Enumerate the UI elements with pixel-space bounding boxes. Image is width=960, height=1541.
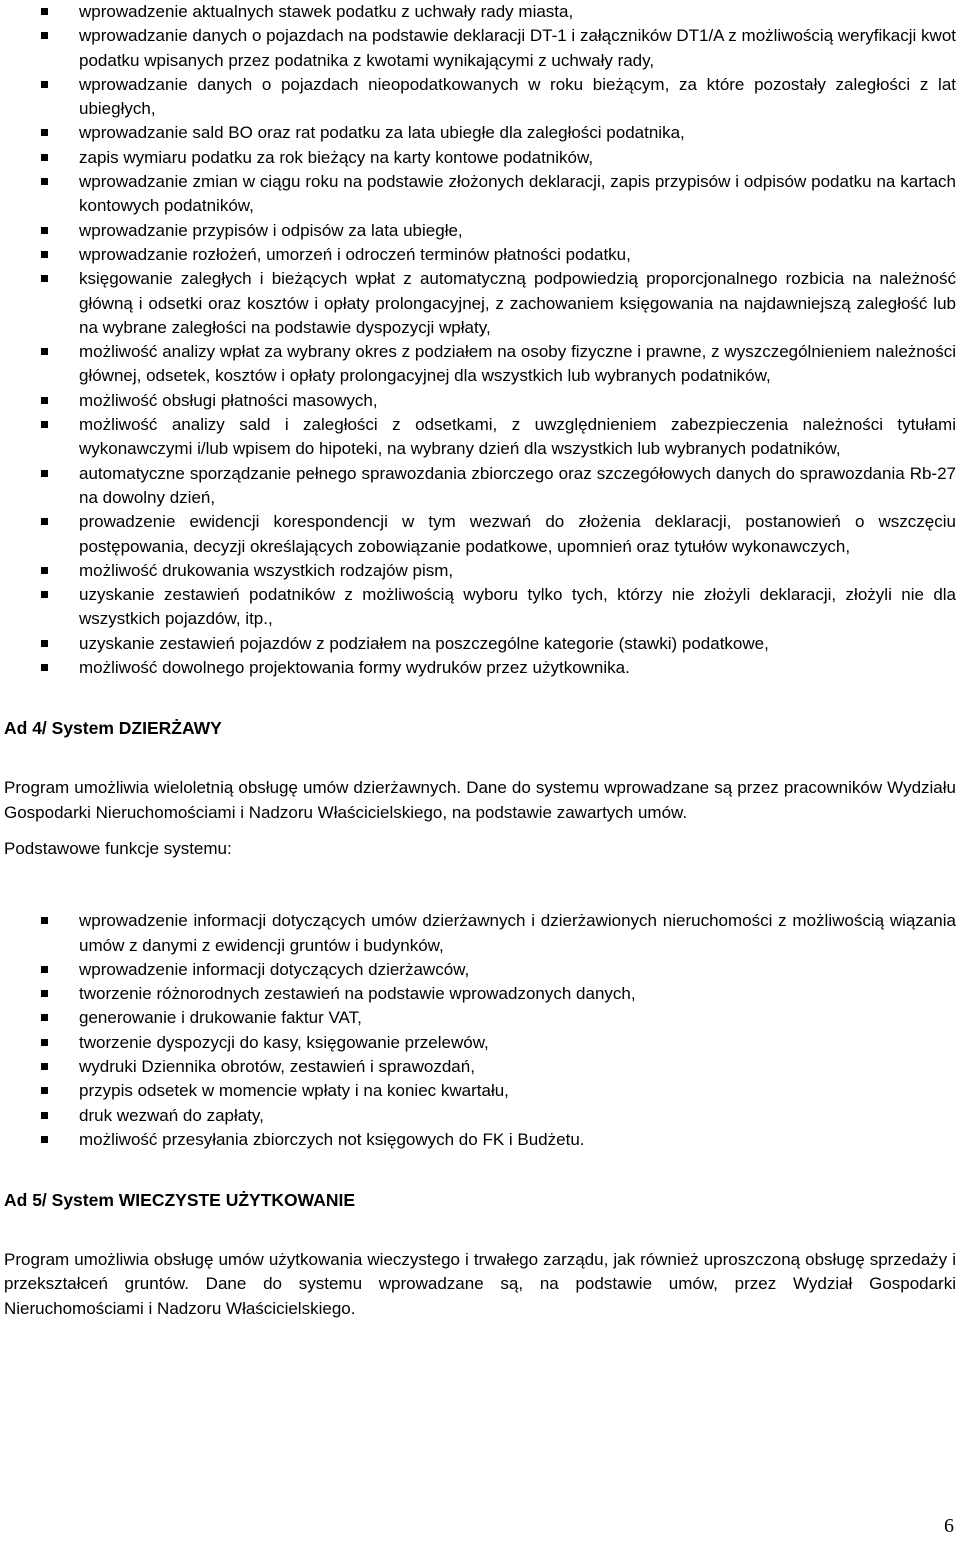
list-item: druk wezwań do zapłaty, (4, 1104, 956, 1128)
square-bullet-icon (41, 1112, 48, 1119)
square-bullet-icon (41, 990, 48, 997)
list-item: możliwość obsługi płatności masowych, (4, 389, 956, 413)
list-item: wprowadzenie aktualnych stawek podatku z uchwały rady miasta, (4, 0, 956, 24)
square-bullet-icon (41, 470, 48, 477)
list-item: wprowadzanie sald BO oraz rat podatku za lata ubiegłe dla zaległości podatnika, (4, 121, 956, 145)
square-bullet-icon (41, 640, 48, 647)
square-bullet-icon (41, 664, 48, 671)
list-item: księgowanie zaległych i bieżących wpłat z automatyczną podpowiedzią proporcjonalnego rozbicia na należność główną i odsetki oraz kosztów i opłaty prolongacyjnej, z zachowaniem księgowania na najdawniejszą zaległość lub na wybrane zaległości na podstawie dyspozycji wpłaty, (4, 267, 956, 340)
square-bullet-icon (41, 1136, 48, 1143)
list-item: możliwość analizy sald i zaległości z odsetkami, z uwzględnieniem zabezpieczenia należności tytułami wykonawczymi i/lub wpisem do hipoteki, na wybrany dzień dla wszystkich lub wybranych podatników, (4, 413, 956, 462)
square-bullet-icon (41, 397, 48, 404)
list-item: tworzenie różnorodnych zestawień na podstawie wprowadzonych danych, (4, 982, 956, 1006)
section-4-intro: Program umożliwia wieloletnią obsługę umów dzierżawnych. Dane do systemu wprowadzane są przez pracowników Wydziału Gospodarki Nieruchomościami i Nadzoru Właścicielskiego, na podstawie zawartych umów. (4, 778, 956, 822)
square-bullet-icon (41, 421, 48, 428)
square-bullet-icon (41, 8, 48, 15)
section-4-heading: Ad 4/ System DZIERŻAWY (4, 718, 222, 739)
page-number: 6 (944, 1515, 954, 1537)
list-item: generowanie i drukowanie faktur VAT, (4, 1006, 956, 1030)
list-item: możliwość dowolnego projektowania formy wydruków przez użytkownika. (4, 656, 956, 680)
square-bullet-icon (41, 227, 48, 234)
square-bullet-icon (41, 518, 48, 525)
list-item: wydruki Dziennika obrotów, zestawień i sprawozdań, (4, 1055, 956, 1079)
square-bullet-icon (41, 917, 48, 924)
square-bullet-icon (41, 591, 48, 598)
list-item: wprowadzanie rozłożeń, umorzeń i odroczeń terminów płatności podatku, (4, 243, 956, 267)
list-item: możliwość przesyłania zbiorczych not księgowych do FK i Budżetu. (4, 1128, 956, 1152)
list-item: możliwość analizy wpłat za wybrany okres z podziałem na osoby fizyczne i prawne, z wyszczególnieniem należności głównej, odsetek, kosztów i opłaty prolongacyjnej dla wszystkich lub wybranych podatników, (4, 340, 956, 389)
list-item: uzyskanie zestawień pojazdów z podziałem na poszczególne kategorie (stawki) podatkowe, (4, 632, 956, 656)
document-page (4, 0, 956, 1321)
list-item: tworzenie dyspozycji do kasy, księgowanie przelewów, (4, 1031, 956, 1055)
square-bullet-icon (41, 129, 48, 136)
square-bullet-icon (41, 81, 48, 88)
list-item: wprowadzenie informacji dotyczących umów dzierżawnych i dzierżawionych nieruchomości z możliwością wiązania umów z danymi z ewidencji gruntów i budynków, (4, 909, 956, 958)
square-bullet-icon (41, 32, 48, 39)
list-item: wprowadzanie przypisów i odpisów za lata ubiegłe, (4, 219, 956, 243)
list-item: prowadzenie ewidencji korespondencji w tym wezwań do złożenia deklaracji, postanowień o wszczęciu postępowania, decyzji określających zobowiązanie podatkowe, upomnień oraz tytułów wykonawczych, (4, 510, 956, 559)
list-item: wprowadzanie zmian w ciągu roku na podstawie złożonych deklaracji, zapis przypisów i odpisów podatku na kartach kontowych podatników, (4, 170, 956, 219)
list-item: możliwość drukowania wszystkich rodzajów pism, (4, 559, 956, 583)
section-5-intro: Program umożliwia obsługę umów użytkowania wieczystego i trwałego zarządu, jak również uproszczoną obsługę sprzedaży i przekształceń gruntów. Dane do systemu wprowadzane są, na podstawie umów, przez Wydział Gospodarki Nieruchomościami i Nadzoru Właścicielskiego. (4, 1250, 956, 1318)
section-4-functions-label: Podstawowe funkcje systemu: (4, 838, 232, 858)
square-bullet-icon (41, 567, 48, 574)
square-bullet-icon (41, 154, 48, 161)
list-item: zapis wymiaru podatku za rok bieżący na karty kontowe podatników, (4, 146, 956, 170)
tax-functions-list (4, 0, 956, 680)
list-item: automatyczne sporządzanie pełnego sprawozdania zbiorczego oraz szczegółowych danych do sprawozdania Rb-27 na dowolny dzień, (4, 462, 956, 511)
square-bullet-icon (41, 1039, 48, 1046)
list-item: wprowadzenie informacji dotyczących dzierżawców, (4, 958, 956, 982)
list-item: uzyskanie zestawień podatników z możliwością wyboru tylko tych, którzy nie złożyli deklaracji, złożyli nie dla wszystkich pojazdów, itp., (4, 583, 956, 632)
square-bullet-icon (41, 1063, 48, 1070)
square-bullet-icon (41, 348, 48, 355)
list-item: przypis odsetek w momencie wpłaty i na koniec kwartału, (4, 1079, 956, 1103)
square-bullet-icon (41, 275, 48, 282)
square-bullet-icon (41, 1014, 48, 1021)
square-bullet-icon (41, 966, 48, 973)
lease-functions-list (4, 909, 956, 1152)
list-item: wprowadzanie danych o pojazdach nieopodatkowanych w roku bieżącym, za które pozostały zaległości z lat ubiegłych, (4, 73, 956, 122)
section-5-heading: Ad 5/ System WIECZYSTE UŻYTKOWANIE (4, 1190, 356, 1211)
list-item: wprowadzanie danych o pojazdach na podstawie deklaracji DT-1 i załączników DT1/A z możliwością weryfikacji kwot podatku wpisanych przez podatnika z kwotami wynikającymi z uchwały rady, (4, 24, 956, 73)
square-bullet-icon (41, 251, 48, 258)
square-bullet-icon (41, 1087, 48, 1094)
square-bullet-icon (41, 178, 48, 185)
